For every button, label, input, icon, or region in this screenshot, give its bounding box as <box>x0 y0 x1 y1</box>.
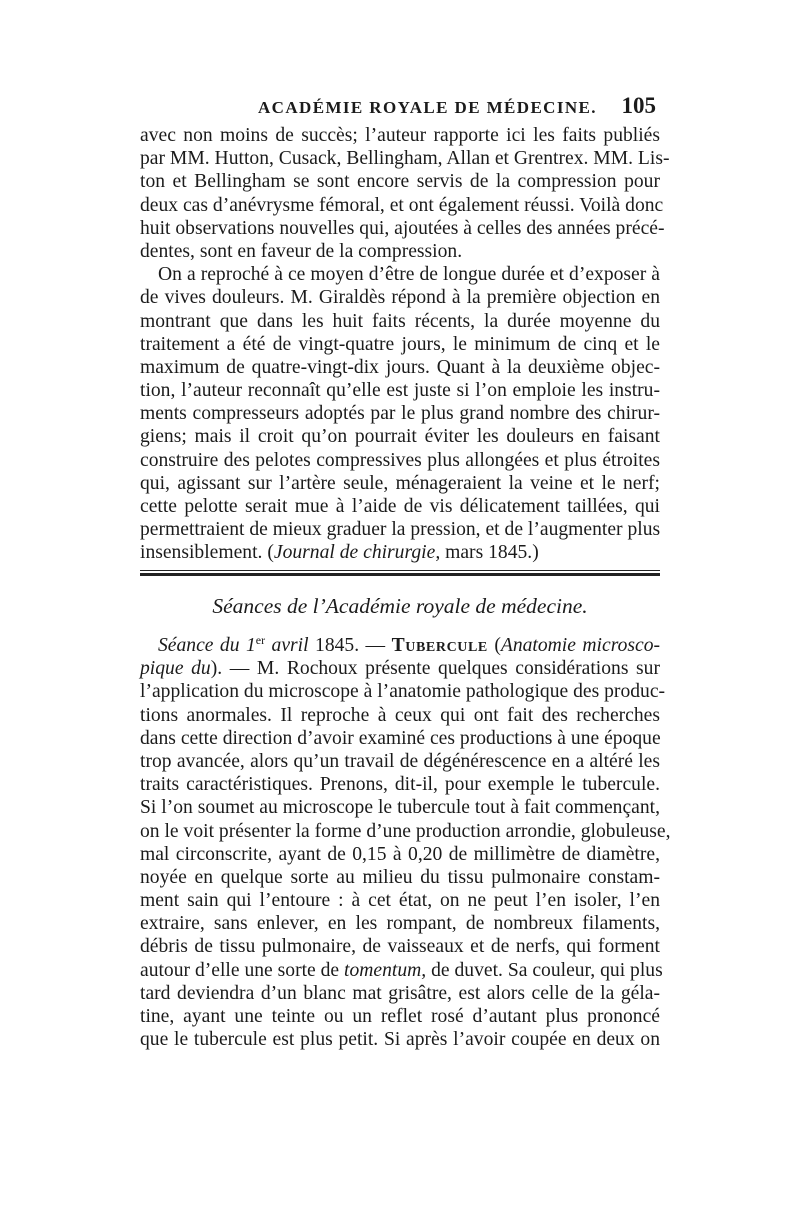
tomentum-word: tomentum, <box>344 959 427 981</box>
divider-thin-rule <box>140 570 660 571</box>
text-line: que le tubercule est plus petit. Si après l’avoir coupée en deux on <box>140 1029 660 1051</box>
text-line: tion, l’auteur reconnaît qu’elle est juste si l’on emploie les instru- <box>140 380 660 402</box>
session-line2-rest: ). — M. Rochoux présente quelques considérations sur <box>210 658 660 680</box>
text-line: ments compresseurs adoptés par le plus grand nombre des chirur- <box>140 403 660 425</box>
session-subtopic-cont: pique du <box>140 658 211 680</box>
text-line: de vives douleurs. M. Giraldès répond à la première objection en <box>140 287 660 309</box>
text-line: deux cas d’anévrysme fémoral, et ont également réussi. Voilà donc <box>140 194 664 216</box>
text-line: On a reproché à ce moyen d’être de longue durée et d’exposer à <box>158 264 660 286</box>
text-line: qui, agissant sur l’artère seule, ménageraient la veine et le nerf; <box>140 472 660 494</box>
text-line: permettraient de mieux graduer la pression, et de l’augmenter plus <box>140 519 661 541</box>
tomentum-suffix: de duvet. Sa couleur, qui plus <box>426 959 663 981</box>
session-topic: Tubercule <box>391 635 488 656</box>
text-line: par MM. Hutton, Cusack, Bellingham, Allan et Grentrex. MM. Lis- <box>140 148 670 170</box>
citation-prefix: insensiblement. ( <box>140 542 274 564</box>
section-divider <box>140 570 660 578</box>
text-line: construire des pelotes compressives plus allongées et plus étroites <box>140 449 660 471</box>
text-line-citation <box>140 541 660 564</box>
text-line: montrant que dans les huit faits récents, la durée moyenne du <box>140 310 660 332</box>
page-number: 105 <box>621 93 656 118</box>
text-line: Si l’on soumet au microscope le tubercule tout à fait commençant, <box>140 797 660 819</box>
session-date-month: avril <box>265 635 309 656</box>
paragraph-tubercule <box>140 633 671 1051</box>
session-date-prefix: Séance du 1 <box>158 635 256 656</box>
text-line: tine, ayant une teinte ou un reflet rosé d’autant plus prononcé <box>140 1006 660 1027</box>
paren-open: ( <box>487 635 501 656</box>
session-subtopic: Anatomie microsco- <box>500 635 661 656</box>
text-line: dentes, sont en faveur de la compression. <box>140 240 463 262</box>
divider-thick-rule <box>140 573 660 576</box>
running-head <box>140 93 660 124</box>
session-year: 1845. — <box>308 635 392 656</box>
text-line: giens; mais il croit qu’on pourrait éviter les douleurs en faisant <box>140 426 660 448</box>
text-line <box>140 657 660 680</box>
text-line: ment sain qui l’entoure : à cet état, on ne peut l’en isoler, l’en <box>140 890 660 912</box>
text-line: huit observations nouvelles qui, ajoutées à celles des années précé- <box>140 217 665 239</box>
text-line: trop avancée, alors qu’un travail de dégénérescence en a altéré les <box>140 750 660 772</box>
text-line: traitement a été de vingt-quatre jours, le minimum de cinq et le <box>140 333 660 355</box>
journal-title: Journal de chirurgie, <box>273 542 441 564</box>
session-text-block <box>140 633 671 1051</box>
text-line: maximum de quatre-vingt-dix jours. Quant à la deuxième objec- <box>140 356 660 378</box>
text-line: l’application du microscope à l’anatomie pathologique des produc- <box>140 681 666 703</box>
text-line: ton et Bellingham se sont encore servis de la compression pour <box>140 171 660 193</box>
text-line-tomentum <box>140 959 663 982</box>
top-text-block <box>140 124 670 565</box>
text-line: traits caractéristiques. Prenons, dit-il, pour exemple le tubercule. <box>140 774 660 796</box>
text-line: dans cette direction d’avoir examiné ces productions à une époque <box>140 727 661 749</box>
paragraph-compression-results <box>140 124 670 263</box>
running-title: ACADÉMIE ROYALE DE MÉDECINE. <box>258 98 597 117</box>
text-line: mal circonscrite, ayant de 0,15 à 0,20 de millimètre de diamètre, <box>140 843 660 865</box>
session-date-sup: er <box>255 633 266 647</box>
text-line: cette pelotte serait mue à l’aide de vis délicatement taillées, qui <box>140 496 660 517</box>
text-line: extraire, sans enlever, en les rompant, de nombreux filaments, <box>140 913 660 935</box>
text-line: tard deviendra d’un blanc mat grisâtre, est alors celle de la géla- <box>140 982 660 1004</box>
text-line-session-date <box>140 634 660 657</box>
text-line: noyée en quelque sorte au milieu du tissu pulmonaire constam- <box>140 866 660 888</box>
text-line: tions anormales. Il reproche à ceux qui ont fait des recherches <box>140 704 660 726</box>
citation-suffix: mars 1845.) <box>440 542 539 564</box>
text-line: avec non moins de succès; l’auteur rapporte ici les faits publiés <box>140 125 660 146</box>
tomentum-prefix: autour d’elle une sorte de <box>140 959 345 981</box>
section-heading: Séances de l’Académie royale de médecine. <box>212 594 588 618</box>
text-line: on le voit présenter la forme d’une production arrondie, globuleuse, <box>140 820 671 842</box>
paragraph-objections <box>140 263 660 564</box>
text-line: débris de tissu pulmonaire, de vaisseaux et de nerfs, qui forment <box>140 936 660 958</box>
